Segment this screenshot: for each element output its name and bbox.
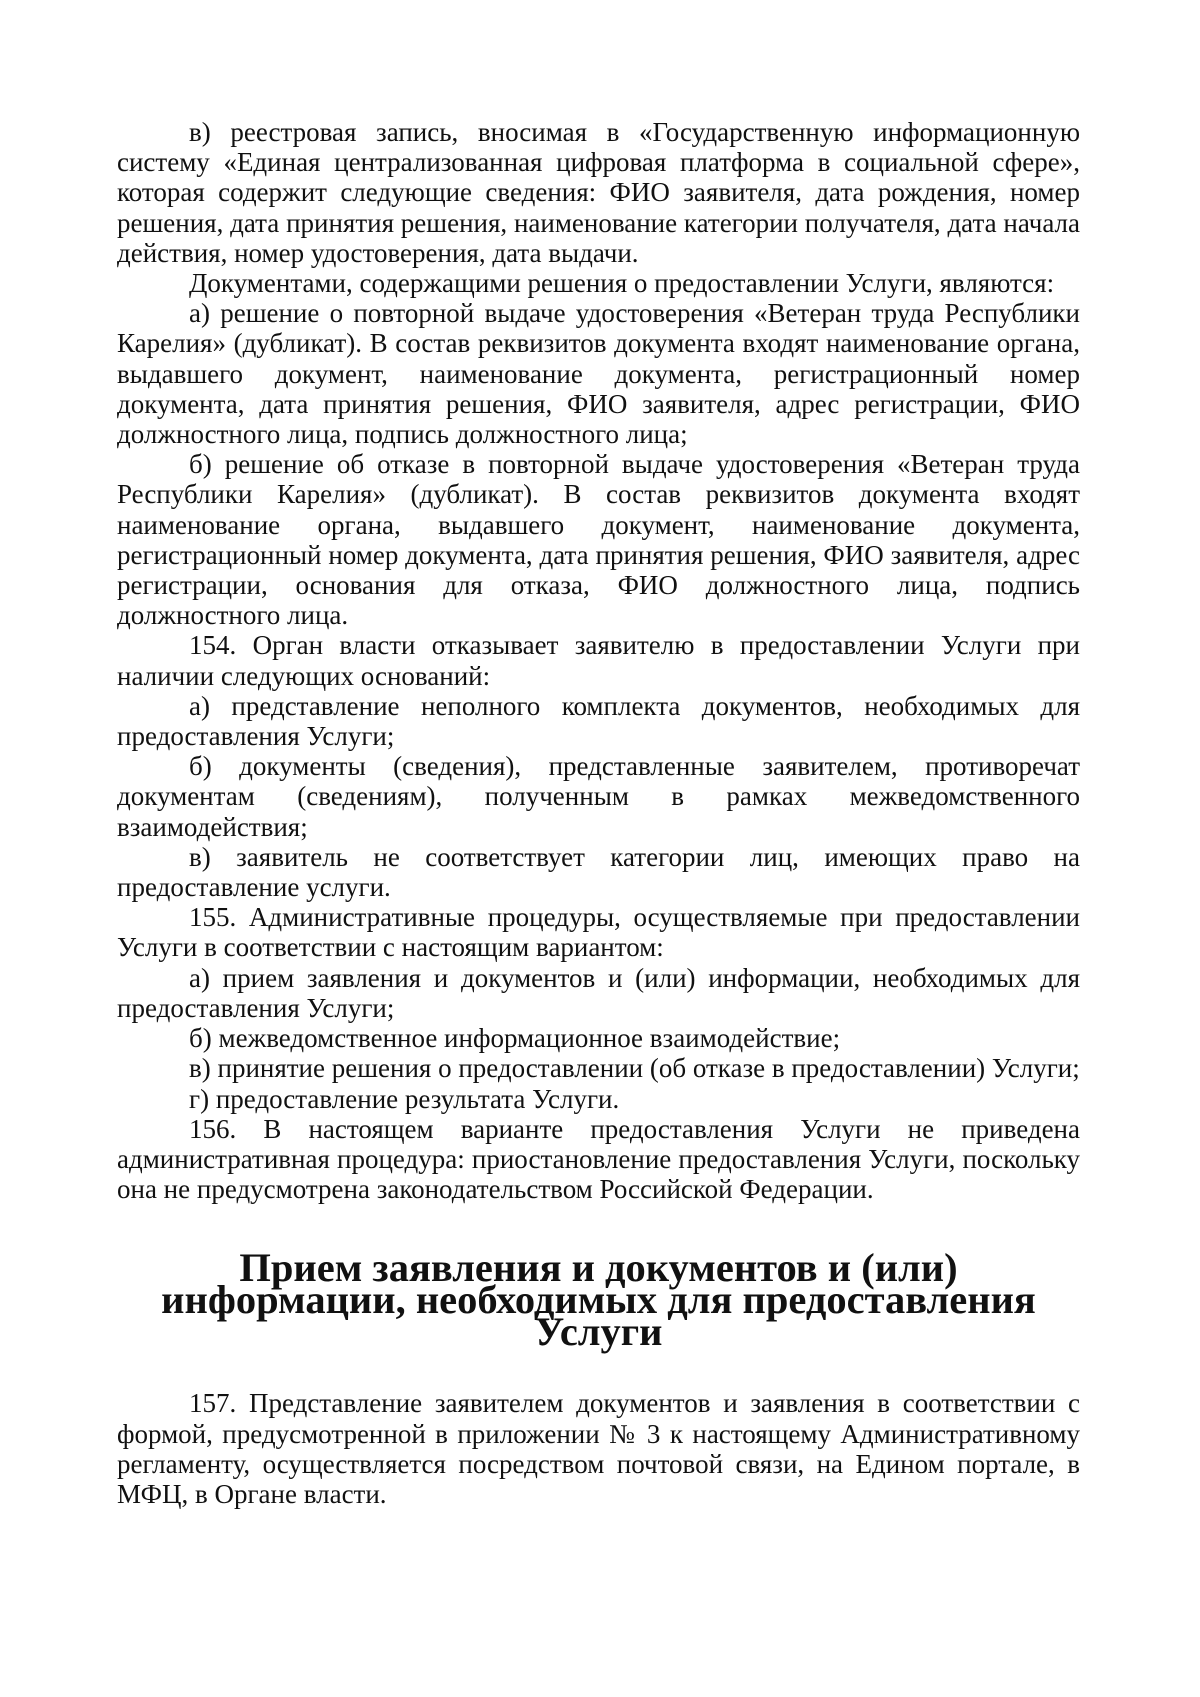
paragraph-155d: г) предоставление результата Услуги.: [189, 1083, 620, 1114]
paragraph-155a: а) прием заявления и документов и (или) информации, необходимых для предоставления Услуги;: [117, 962, 1080, 1023]
paragraph-registry-entry: в) реестровая запись, вносимая в «Государственную информационную систему «Единая централизованная цифровая платформа в социальной сфере», которая содержит следующие сведения: ФИО заявителя, дата рождения, номер решения, дата принятия решения, наименование категории получателя, дата начала действия, номер удостоверения, дата выдачи.: [117, 117, 1080, 268]
paragraph-154b: б) документы (сведения), представленные заявителем, противоречат документам (сведениям), полученным в рамках межведомственного взаимодействия;: [117, 751, 1080, 842]
paragraph-decision-documents-intro: Документами, содержащими решения о предоставлении Услуги, являются:: [189, 268, 1055, 299]
paragraph-157: 157. Представление заявителем документов и заявления в соответствии с формой, предусмотренной в приложении № 3 к настоящему Административному регламенту, осуществляется посредством почтовой связи, на Едином портале, в МФЦ, в Органе власти.: [117, 1388, 1080, 1509]
paragraph-decision-refusal: б) решение об отказе в повторной выдаче удостоверения «Ветеран труда Республики Карелия» (дубликат). В состав реквизитов документа входят наименование органа, выдавшего документ, наименование документа, регистрационный номер документа, дата принятия решения, ФИО заявителя, адрес регистрации, основания для отказа, ФИО должностного лица, подпись должностного лица.: [117, 449, 1080, 631]
paragraph-decision-duplicate: а) решение о повторной выдаче удостоверения «Ветеран труда Республики Карелия» (дубликат). В состав реквизитов документа входят наименование органа, выдавшего документ, наименование документа, регистрационный номер документа, дата принятия решения, ФИО заявителя, адрес регистрации, ФИО должностного лица, подпись должностного лица;: [117, 298, 1080, 450]
paragraph-154a: а) представление неполного комплекта документов, необходимых для предоставления Услуги;: [117, 690, 1080, 752]
section-heading: Прием заявления и документов и (или) информации, необходимых для предоставления Услуги: [161, 1245, 1036, 1355]
paragraph-156: 156. В настоящем варианте предоставления Услуги не приведена административная процедура: приостановление предоставления Услуги, поскольку она не предусмотрена законодательством Российской Федерации.: [117, 1113, 1080, 1205]
paragraph-155c: в) принятие решения о предоставлении (об отказе в предоставлении) Услуги;: [189, 1053, 1080, 1084]
paragraph-154c: в) заявитель не соответствует категории лиц, имеющих право на предоставление услуги.: [117, 841, 1080, 903]
paragraph-155-procedures: 155. Административные процедуры, осуществляемые при предоставлении Услуги в соответствии с настоящим вариантом:: [117, 902, 1080, 963]
document-page: [117, 117, 1080, 1509]
paragraph-155b: б) межведомственное информационное взаимодействие;: [189, 1023, 841, 1054]
paragraph-154-refusal-grounds: 154. Орган власти отказывает заявителю в предоставлении Услуги при наличии следующих оснований:: [117, 630, 1080, 691]
